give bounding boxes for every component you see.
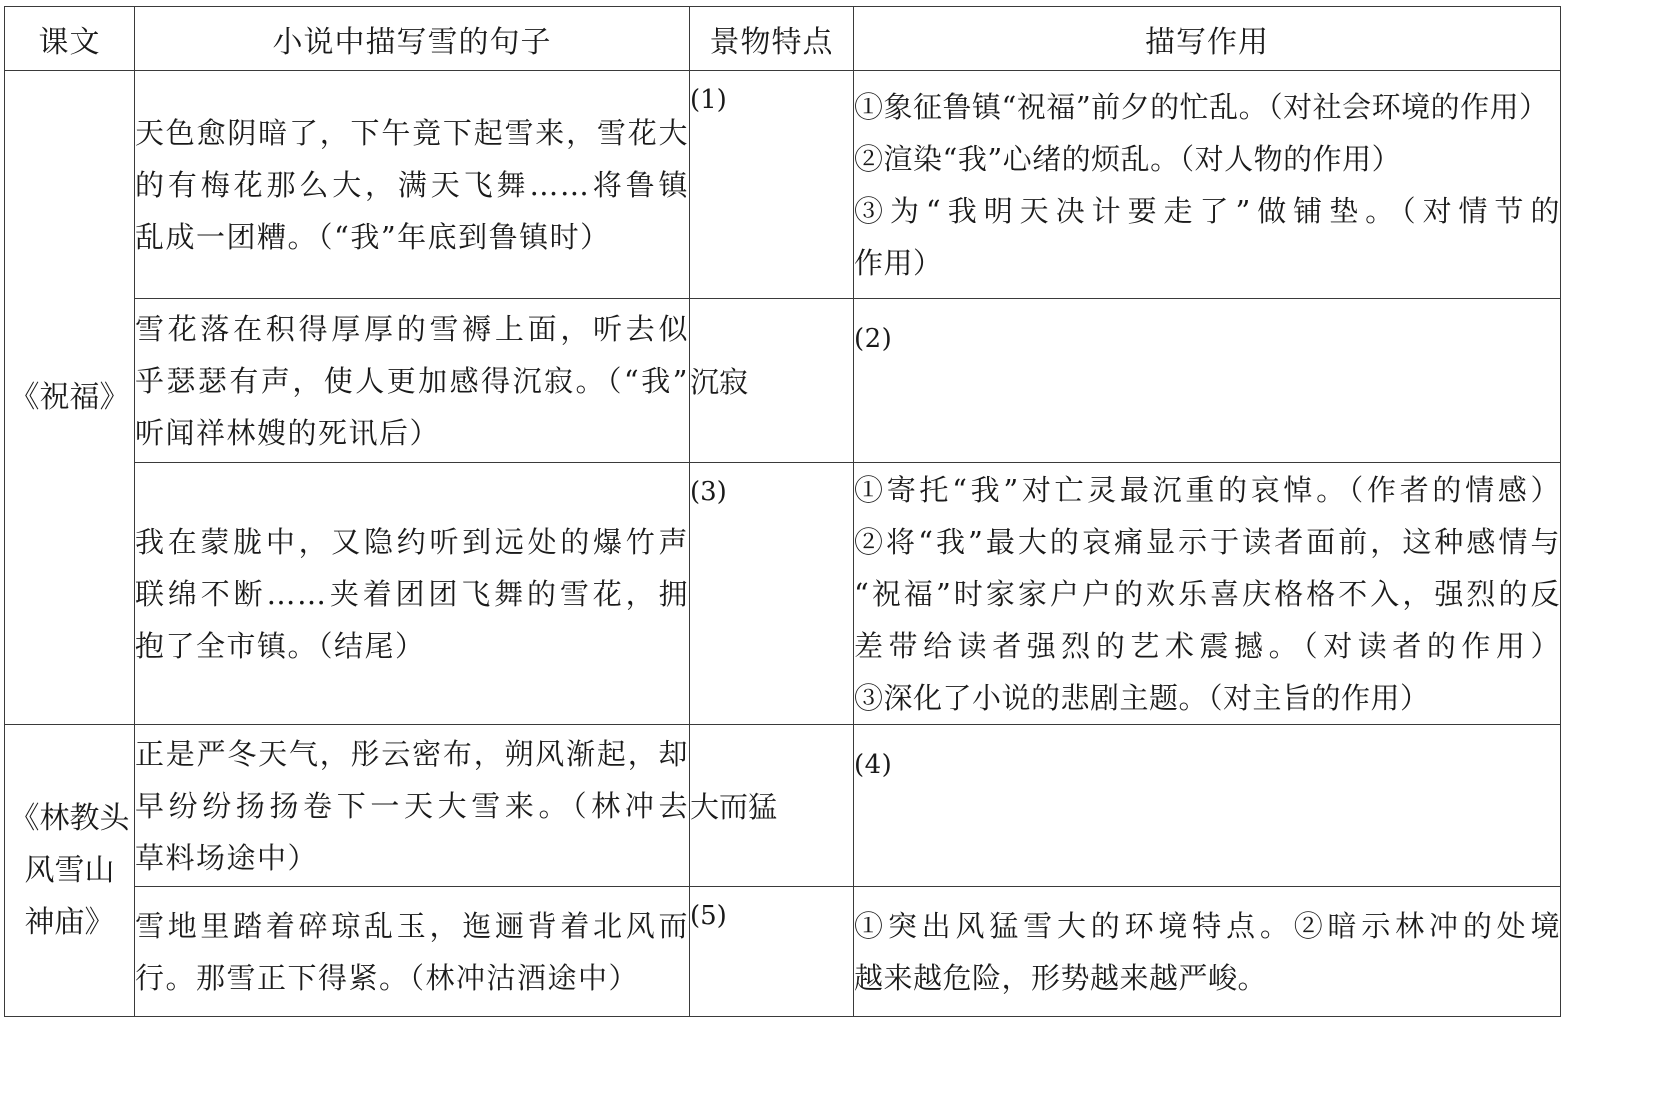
feature-blank-1: (1) [690, 71, 854, 299]
effect-line: (4) [854, 750, 893, 780]
header-sentence: 小说中描写雪的句子 [135, 7, 690, 71]
sentence-line: 草料场途中） [135, 840, 319, 875]
effect-line: ①寄托“我”对亡灵最沉重的哀悼。（作者的情感） [854, 472, 1560, 507]
sentence-line: 雪地里踏着碎琼乱玉，迤逦背着北风而 [135, 908, 689, 943]
table-row [5, 725, 1561, 887]
lesson-title-line: 神庙》 [24, 904, 115, 940]
table-row [5, 463, 1561, 725]
feature-cell: 沉寂 [690, 299, 854, 463]
effect-blank-4 [854, 725, 1561, 887]
feature-cell: 大而猛 [690, 725, 854, 887]
sentence-cell [135, 725, 690, 887]
effect-line: “祝福”时家家户户的欢乐喜庆格格不入，强烈的反 [854, 576, 1560, 611]
sentence-line: 正是严冬天气，彤云密布，朔风渐起，却 [135, 736, 689, 771]
feature-blank-3: (3) [690, 463, 854, 725]
sentence-line: 的有梅花那么大，满天飞舞……将鲁镇 [135, 167, 689, 202]
table-row [5, 299, 1561, 463]
effect-line: ①突出风猛雪大的环境特点。②暗示林冲的处境 [854, 908, 1560, 943]
effect-cell [854, 463, 1561, 725]
sentence-line: 行。那雪正下得紧。（林冲沽酒途中） [135, 960, 640, 995]
lesson-zhufu [5, 71, 135, 725]
reading-table [4, 6, 1561, 1017]
sentence-line: 天色愈阴暗了，下午竟下起雪来，雪花大 [135, 115, 689, 150]
effect-line: ③深化了小说的悲剧主题。（对主旨的作用） [854, 680, 1430, 715]
effect-line: 作用） [854, 245, 943, 280]
sentence-line: 乎瑟瑟有声，使人更加感得沉寂。（“我” [135, 363, 689, 398]
header-feature: 景物特点 [690, 7, 854, 71]
table-row [5, 71, 1561, 299]
feature-blank-5: (5) [690, 887, 854, 1017]
effect-line: (2) [854, 324, 893, 354]
lesson-title-line: 《林教头 [9, 800, 130, 836]
sentence-line: 联绵不断……夹着团团飞舞的雪花，拥 [135, 576, 689, 611]
header-lesson: 课文 [5, 7, 135, 71]
sentence-cell [135, 887, 690, 1017]
sentence-cell [135, 463, 690, 725]
effect-line: ②渲染“我”心绪的烦乱。（对人物的作用） [854, 141, 1402, 176]
header-effect: 描写作用 [854, 7, 1561, 71]
sentence-line: 我在蒙胧中，又隐约听到远处的爆竹声 [135, 524, 689, 559]
sentence-line: 抱了全市镇。（结尾） [135, 628, 426, 663]
lesson-lin-jiaotou [5, 725, 135, 1017]
sentence-line: 早纷纷扬扬卷下一天大雪来。（林冲去 [135, 788, 689, 823]
effect-line: ①象征鲁镇“祝福”前夕的忙乱。（对社会环境的作用） [854, 89, 1549, 124]
sentence-line: 乱成一团糟。（“我”年底到鲁镇时） [135, 219, 611, 254]
table-row [5, 887, 1561, 1017]
sentence-cell [135, 299, 690, 463]
lesson-title: 《祝福》 [9, 379, 130, 415]
sentence-cell [135, 71, 690, 299]
header-row [5, 7, 1561, 71]
effect-blank-2 [854, 299, 1561, 463]
effect-cell [854, 71, 1561, 299]
effect-cell [854, 887, 1561, 1017]
sentence-line: 听闻祥林嫂的死讯后） [135, 415, 441, 450]
effect-line: ③为“我明天决计要走了”做铺垫。（对情节的 [854, 193, 1560, 228]
sentence-line: 雪花落在积得厚厚的雪褥上面，听去似 [135, 311, 689, 346]
effect-line: 越来越危险，形势越来越严峻。 [854, 960, 1268, 995]
lesson-title-line: 风雪山 [24, 852, 115, 888]
effect-line: 差带给读者强烈的艺术震撼。（对读者的作用） [854, 628, 1560, 663]
effect-line: ②将“我”最大的哀痛显示于读者面前，这种感情与 [854, 524, 1560, 559]
